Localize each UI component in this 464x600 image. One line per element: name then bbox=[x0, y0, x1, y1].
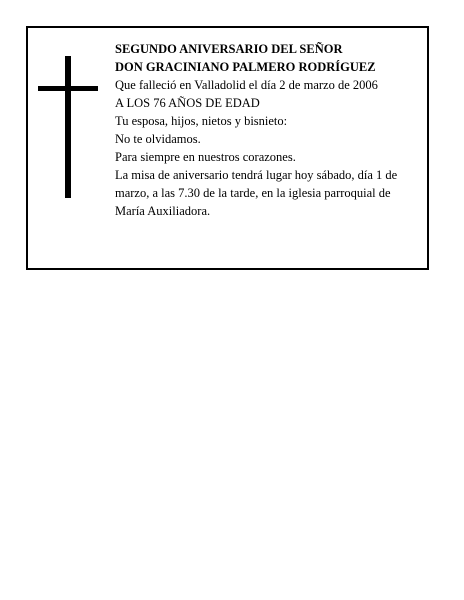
heading-line-1: SEGUNDO ANIVERSARIO DEL SEÑOR bbox=[115, 42, 343, 56]
cross-icon bbox=[38, 56, 98, 198]
cross-horizontal-bar bbox=[38, 86, 98, 91]
obituary-notice bbox=[26, 26, 429, 270]
mass-info: La misa de aniversario tendrá lugar hoy sábado, día 1 de marzo, a las 7.30 de la tarde, en la iglesia parroquial de María Auxiliadora. bbox=[115, 168, 398, 218]
heading-line-2: DON GRACINIANO PALMERO RODRÍGUEZ bbox=[115, 60, 376, 74]
notice-text bbox=[115, 40, 420, 220]
message-line-2: Para siempre en nuestros corazones. bbox=[115, 150, 296, 164]
age-info: A LOS 76 AÑOS DE EDAD bbox=[115, 96, 260, 110]
family-line: Tu esposa, hijos, nietos y bisnieto: bbox=[115, 114, 288, 128]
message-line-1: No te olvidamos. bbox=[115, 132, 201, 146]
death-info: Que falleció en Valladolid el día 2 de marzo de 2006 bbox=[115, 78, 378, 92]
cross-vertical-bar bbox=[65, 56, 71, 198]
